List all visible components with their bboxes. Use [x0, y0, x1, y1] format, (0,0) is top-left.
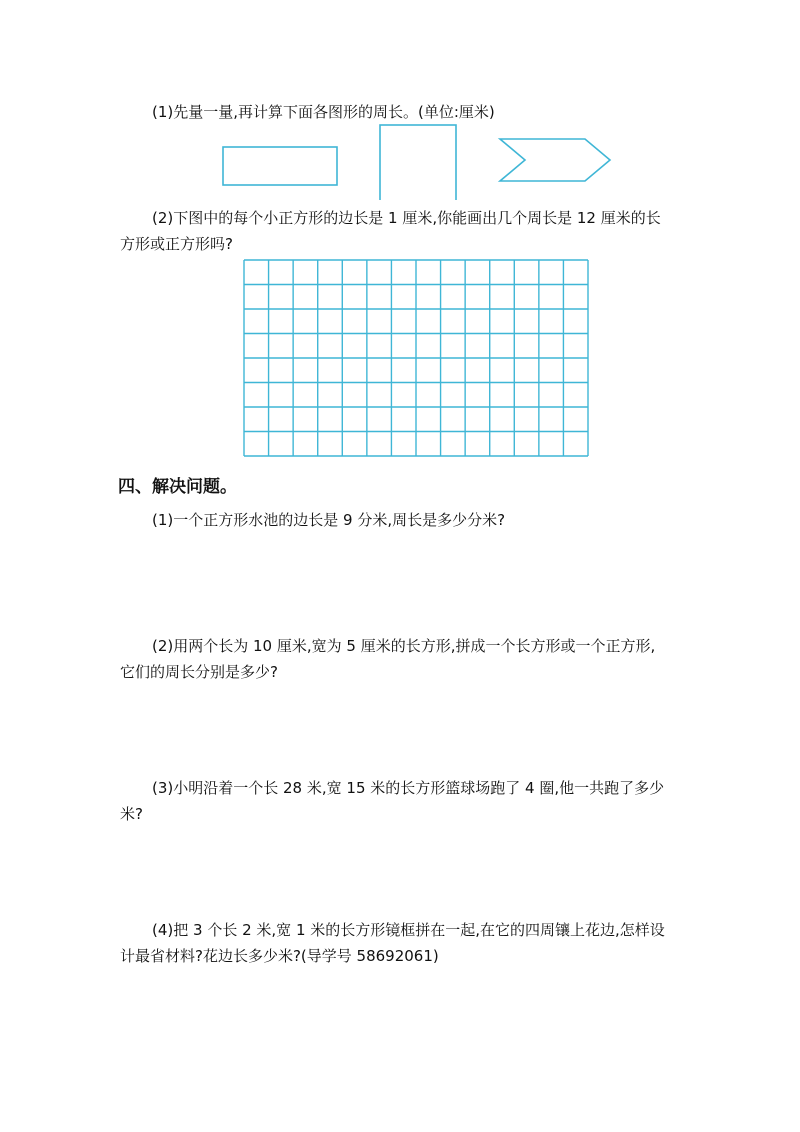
section-4-title: 四、解决问题。 — [118, 477, 237, 497]
problem-4-line1: (4)把 3 个长 2 米,宽 1 米的长方形镜框拼在一起,在它的四周镶上花边,怎样设 — [152, 921, 665, 939]
question-3-2-line1: (2)下图中的每个小正方形的边长是 1 厘米,你能画出几个周长是 12 厘米的长 — [152, 209, 661, 227]
rectangle-figure — [223, 147, 337, 185]
problem-1-text: (1)一个正方形水池的边长是 9 分米,周长是多少分米? — [152, 511, 506, 529]
problem-2-line2: 它们的周长分别是多少? — [120, 663, 278, 681]
problem-3-line2: 米? — [120, 805, 143, 823]
arrow-pentagon-figure — [500, 139, 610, 181]
problem-3-line1: (3)小明沿着一个长 28 米,宽 15 米的长方形篮球场跑了 4 圈,他一共跑了多少 — [152, 779, 665, 797]
problem-2-line1: (2)用两个长为 10 厘米,宽为 5 厘米的长方形,拼成一个长方形或一个正方形, — [152, 637, 656, 655]
shapes-figure — [200, 120, 640, 200]
square-grid — [242, 258, 590, 458]
problem-4-line2: 计最省材料?花边长多少米?(导学号 58692061) — [120, 947, 439, 965]
square-figure — [380, 125, 456, 200]
question-3-1-text: (1)先量一量,再计算下面各图形的周长。(单位:厘米) — [152, 103, 495, 121]
question-3-2-line2: 方形或正方形吗? — [120, 235, 233, 253]
